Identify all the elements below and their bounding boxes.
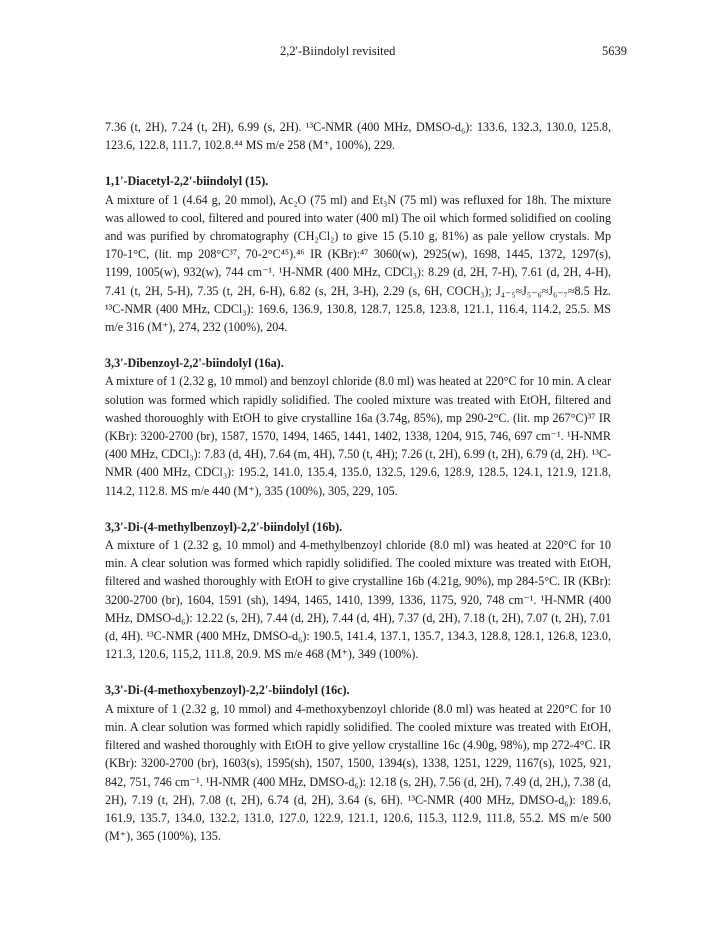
section-heading: 3,3'-Di-(4-methoxybenzoyl)-2,2'-biindolyl (16c). — [105, 683, 350, 698]
paragraph: A mixture of 1 (2.32 g, 10 mmol) and 4-methoxybenzoyl chloride (8.0 ml) was heated at 220°C for 10 min. A clear solution was formed which rapidly solidified. The cooled mixture was treated with EtOH, filtered and washed thoroughly with EtOH to give yellow crystalline 16c (4.90g, 98%), mp 272-4°C. IR (KBr): 3200-2700 (br), 1603(s), 1595(sh), 1507, 1500, 1394(s), 1338, 1251, 1229, 1167(s), 1025, 921, 842, 751, 746 cm⁻¹. ¹H-NMR (400 MHz, DMSO-d₆): 12.18 (s, 2H), 7.56 (d, 2H), 7.49 (d, 2H,), 7.38 (d, 2H), 7.19 (t, 2H), 7.08 (t, 2H), 6.74 (d, 2H), 3.64 (s, 6H). ¹³C-NMR (400 MHz, DMSO-d₆): 189.6, 161.9, 135.7, 134.0, 132.2, 131.0, 127.0, 122.9, 121.1, 120.6, 115.3, 112.9, 111.8, 55.2. MS m/e 500 (M⁺), 365 (100%), 135. — [105, 701, 611, 844]
paragraph: 7.36 (t, 2H), 7.24 (t, 2H), 6.99 (s, 2H). ¹³C-NMR (400 MHz, DMSO-d₆): 133.6, 132.3, 130.0, 125.8, 123.6, 122.8, 111.7, 102.8.⁴⁴ MS m/e 258 (M⁺, 100%), 229. — [105, 120, 611, 153]
spectral-data-continuation — [105, 118, 611, 154]
paragraph: A mixture of 1 (2.32 g, 10 mmol) and benzoyl chloride (8.0 ml) was heated at 220°C for 10 min. A clear solution was formed which rapidly solidified. The cooled mixture was treated with EtOH, filtered and washed thorouoghly with EtOH to give crystalline 16a (3.74g, 85%), mp 290-2°C. (lit. mp 267°C)³⁷ IR (KBr): 3200-2700 (br), 1587, 1570, 1494, 1465, 1441, 1402, 1338, 1204, 915, 746, 697 cm⁻¹. ¹H-NMR (400 MHz, CDCl₃): 7.83 (d, 4H), 7.64 (m, 4H), 7.50 (t, 4H); 7.26 (t, 2H), 6.99 (t, 2H), 6.79 (d, 2H). ¹³C-NMR (400 MHz, CDCl₃): 195.2, 141.0, 135.4, 135.0, 132.5, 129.6, 128.9, 128.5, 124.1, 121.9, 121.8, 114.2, 112.8. MS m/e 440 (M⁺), 335 (100%), 305, 229, 105. — [105, 374, 611, 498]
body-text — [105, 118, 611, 863]
compound-section — [105, 172, 611, 336]
page-number: 5639 — [602, 44, 627, 58]
running-header — [0, 44, 701, 60]
section-heading: 1,1'-Diacetyl-2,2'-biindolyl (15). — [105, 174, 269, 189]
compound-section — [105, 518, 611, 664]
compound-section — [105, 681, 611, 845]
paragraph: A mixture of 1 (2.32 g, 10 mmol) and 4-methylbenzoyl chloride (8.0 ml) was heated at 220°C for 10 min. A clear solution was formed which rapidly solidified. The cooled mixture was treated with EtOH, filtered and washed thoroughly with EtOH to give crystalline 16b (4.21g, 90%), mp 284-5°C. IR (KBr): 3200-2700 (br), 1604, 1591 (sh), 1494, 1465, 1410, 1399, 1336, 1175, 920, 748 cm⁻¹. ¹H-NMR (400 MHz, DMSO-d₆): 12.22 (s, 2H), 7.44 (d, 2H), 7.44 (d, 4H), 7.37 (d, 2H), 7.18 (t, 2H), 7.07 (t, 2H), 7.01 (d, 4H). ¹³C-NMR (400 MHz, DMSO-d₆): 190.5, 141.4, 137.1, 135.7, 134.3, 128.8, 128.1, 126.8, 123.0, 121.3, 120.6, 115,2, 111.8, 20.9. MS m/e 468 (M⁺), 349 (100%). — [105, 538, 611, 662]
section-heading: 3,3'-Di-(4-methylbenzoyl)-2,2'-biindolyl (16b). — [105, 519, 343, 534]
running-title: 2,2'-Biindolyl revisited — [280, 44, 396, 58]
paragraph: A mixture of 1 (4.64 g, 20 mmol), Ac₂O (75 ml) and Et₃N (75 ml) was refluxed for 18h. The mixture was allowed to cool, filtered and poured into water (400 ml) The oil which formed solidified on cooling and was purified by chromatography (CH₂Cl₂) to give 15 (5.10 g, 81%) as pale yellow crystals. Mp 170-1°C, (lit. mp 208°C³⁷, 70-2°C⁴⁵).⁴⁶ IR (KBr):⁴⁷ 3060(w), 2925(w), 1698, 1445, 1372, 1297(s), 1199, 1005(w), 932(w), 744 cm⁻¹. ¹H-NMR (400 MHz, CDCl₃): 8.29 (d, 2H, 7-H), 7.61 (d, 2H, 4-H), 7.41 (t, 2H, 5-H), 7.35 (t, 2H, 6-H), 6.82 (s, 2H, 3-H), 2.29 (s, 6H, COCH₃); J₄₋₅≈J₅₋₆≈J₆₋₇≈8.5 Hz. ¹³C-NMR (400 MHz, CDCl₃): 169.6, 136.9, 130.8, 128.7, 125.8, 123.8, 121.1, 116.4, 114.2, 25.5. MS m/e 316 (M⁺), 274, 232 (100%), 204. — [105, 192, 611, 335]
section-heading: 3,3'-Dibenzoyl-2,2'-biindolyl (16a). — [105, 356, 284, 371]
compound-section — [105, 354, 611, 500]
